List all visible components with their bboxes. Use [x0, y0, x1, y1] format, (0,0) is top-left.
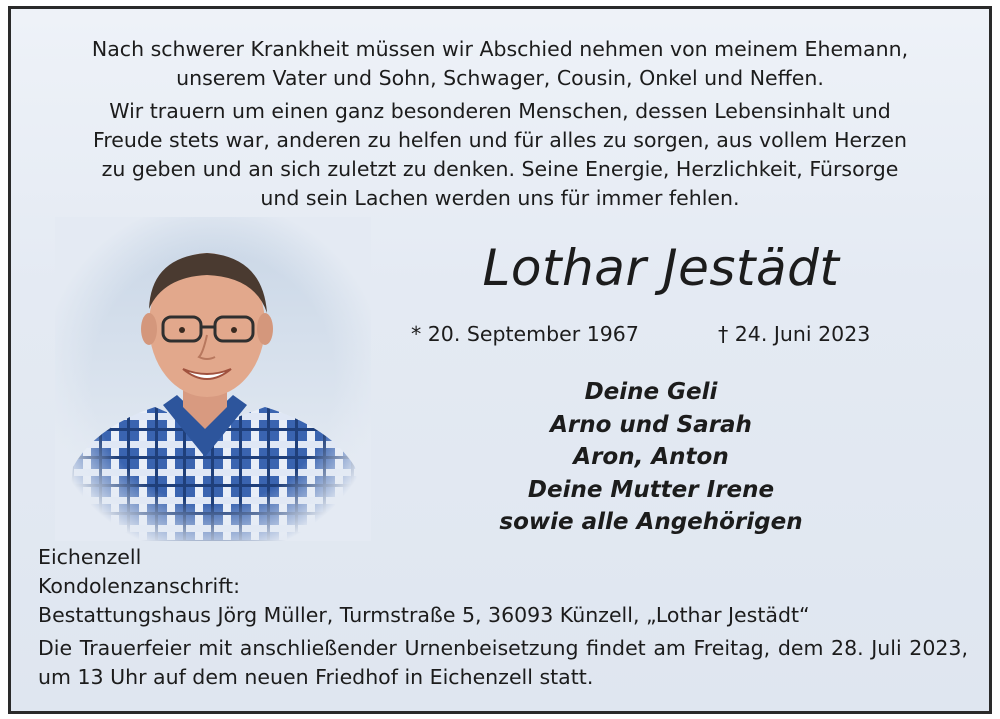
intro-line: Wir trauern um einen ganz besonderen Menschen, dessen Lebensinhalt und	[109, 99, 891, 123]
birth-date: * 20. September 1967	[411, 322, 639, 346]
intro-text	[11, 35, 989, 213]
condolence-address: Bestattungshaus Jörg Müller, Turmstraße 5, 36093 Künzell, „Lothar Jestädt“	[38, 603, 810, 627]
intro-paragraph-2	[11, 97, 989, 213]
family-list	[441, 376, 861, 539]
intro-line: und sein Lachen werden uns für immer fehlen.	[260, 186, 740, 210]
family-member: Arno und Sarah	[550, 411, 752, 438]
intro-paragraph-1	[11, 35, 989, 93]
family-member: Aron, Anton	[573, 444, 729, 470]
intro-line: unserem Vater und Sohn, Schwager, Cousin, Onkel und Neffen.	[176, 66, 824, 90]
intro-line: Nach schwerer Krankheit müssen wir Abschied nehmen von meinem Ehemann,	[91, 37, 909, 61]
condolence-label: Kondolenzanschrift:	[38, 574, 240, 598]
footer-info	[38, 543, 968, 692]
family-member: sowie alle Angehörigen	[499, 509, 803, 535]
intro-line: zu geben und an sich zuletzt zu denken. Seine Energie, Herzlichkeit, Fürsorge	[101, 157, 899, 181]
family-member: Deine Geli	[584, 379, 718, 405]
deceased-name: Lothar Jestädt	[482, 239, 840, 297]
ceremony-text: Die Trauerfeier mit anschließender Urnenbeisetzung findet am Freitag, dem 28. Juli 2023, um 13 Uhr auf dem neuen Friedhof in Eichenzell statt.	[38, 636, 968, 689]
place: Eichenzell	[38, 545, 142, 569]
family-member: Deine Mutter Irene	[527, 476, 775, 503]
intro-line: Freude stets war, anderen zu helfen und für alles zu sorgen, aus vollem Herzen	[93, 128, 907, 152]
portrait-photo-icon	[55, 217, 371, 541]
obituary-card	[8, 6, 992, 714]
death-date: † 24. Juni 2023	[718, 322, 871, 346]
